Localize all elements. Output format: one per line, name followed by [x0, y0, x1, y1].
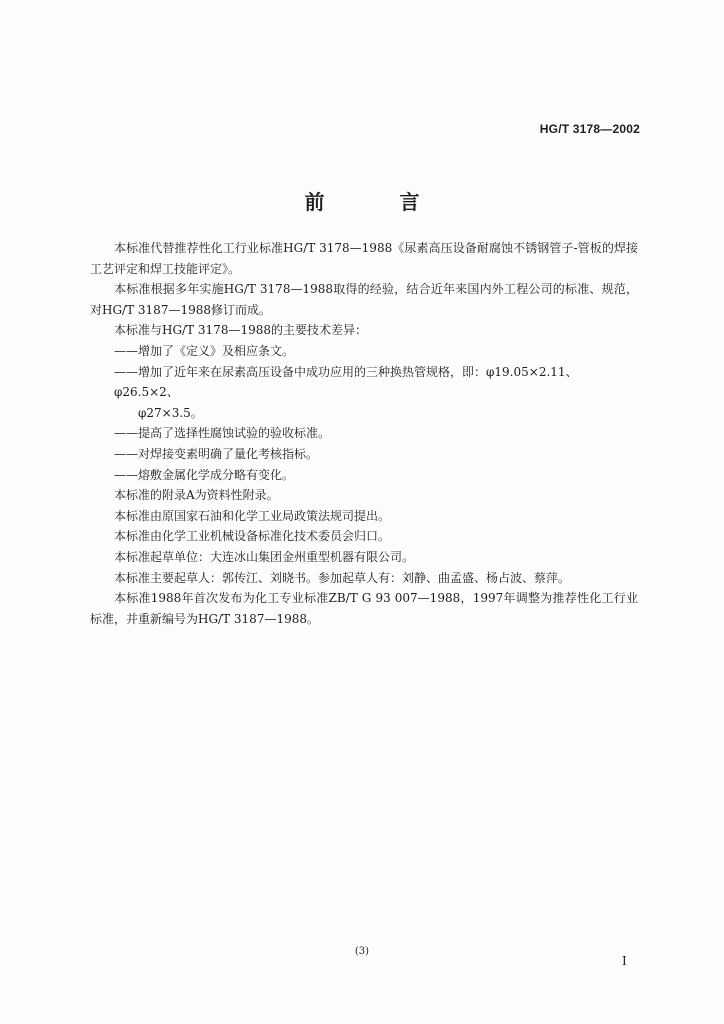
paragraph-replaces: 本标准代替推荐性化工行业标准HG/T 3178—1988《尿素高压设备耐腐蚀不锈钢管子-管板的焊接工艺评定和焊工技能评定》。: [90, 241, 638, 276]
paragraph-appendix: 本标准的附录A为资料性附录。: [114, 488, 279, 503]
paragraph-drafters: 本标准主要起草人：郭传江、刘晓书。参加起草人有：刘静、曲孟盛、杨占波、蔡萍。: [114, 570, 571, 585]
foreword-body: [90, 238, 638, 629]
paragraph-history: 本标准1988年首次发布为化工专业标准ZB/T G 93 007—1988，1997年调整为推荐性化工行业标准，并重新编号为HG/T 3187—1988。: [90, 591, 638, 626]
difference-item-continuation: φ27×3.5。: [138, 405, 203, 420]
difference-item: ——提高了选择性腐蚀试验的验收标准。: [114, 426, 331, 441]
difference-item: ——对焊接变素明确了量化考核指标。: [114, 446, 319, 461]
difference-item: ——增加了近年来在尿素高压设备中成功应用的三种换热管规格，即：φ19.05×2.11、φ26.5×2、: [114, 364, 578, 400]
difference-item: ——熔敷金属化学成分略有变化。: [114, 467, 295, 482]
footer-page-number: I: [622, 954, 627, 968]
paragraph-committee: 本标准由化学工业机械设备标准化技术委员会归口。: [114, 529, 391, 544]
standard-code: HG/T 3178—2002: [539, 122, 640, 136]
difference-item: ——增加了《定义》及相应条文。: [114, 343, 295, 358]
paragraph-proposer: 本标准由原国家石油和化学工业局政策法规司提出。: [114, 508, 391, 523]
page-title: 前 言: [304, 190, 454, 214]
paragraph-basis: 本标准根据多年实施HG/T 3178—1988取得的经验，结合近年来国内外工程公司的标准、规范，对HG/T 3187—1988修订而成。: [90, 282, 638, 317]
paragraph-differences-intro: 本标准与HG/T 3178—1988的主要技术差异：: [114, 323, 367, 338]
footer-roman-page: (3): [354, 946, 370, 957]
paragraph-drafting-unit: 本标准起草单位：大连冰山集团金州重型机器有限公司。: [114, 549, 415, 564]
